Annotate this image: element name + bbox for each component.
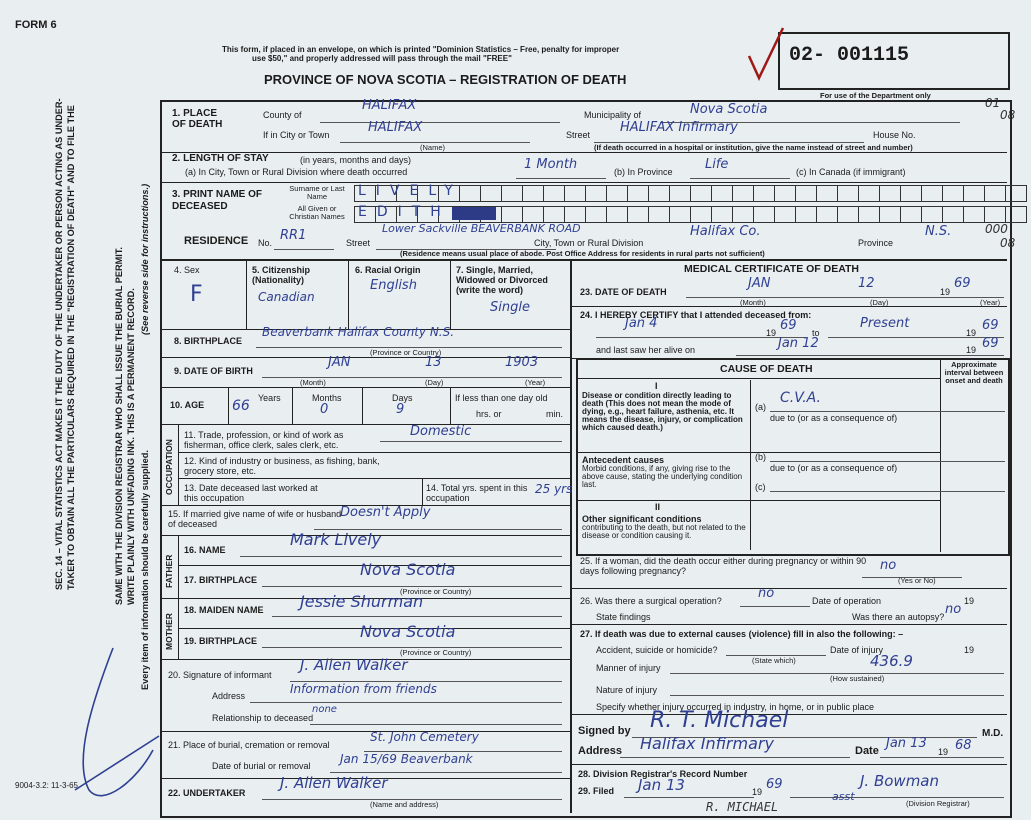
residence-city-label: City, Town or Rural Division: [534, 238, 644, 248]
dob-month: JAN: [328, 355, 351, 370]
surgery-value: no: [758, 586, 775, 601]
deceased-name-label: 3. PRINT NAME OF DECEASED: [172, 189, 263, 212]
street-label: Street: [566, 130, 591, 140]
city-name-caption: (Name): [420, 143, 446, 152]
age-label: 10. AGE: [170, 400, 205, 410]
medical-certificate-title: MEDICAL CERTIFICATE OF DEATH: [684, 263, 859, 275]
relationship-label: Relationship to deceased: [212, 713, 314, 723]
part-ii-label: II: [655, 502, 661, 512]
birthplace-value: Beaverbank Halifax County N.S.: [262, 325, 455, 339]
informant-signature-label: 20. Signature of informant: [168, 670, 272, 680]
stay-a-value: 1 Month: [524, 157, 578, 172]
mother-birthplace-label: 19. BIRTHPLACE: [184, 636, 258, 646]
injury-date-label: Date of injury: [830, 645, 884, 655]
stay-b-value: Life: [705, 157, 729, 172]
attend-to-year: 69: [982, 318, 999, 333]
last-worked-label: 13. Date deceased last worked at this occupation: [184, 483, 318, 503]
dod-day-caption: (Day): [870, 298, 889, 307]
last-saw-prefix: 19: [966, 345, 977, 355]
dept-code-a: 01: [985, 96, 1001, 110]
form-title: PROVINCE OF NOVA SCOTIA – REGISTRATION OF DEATH: [264, 72, 627, 87]
undertaker-caption: (Name and address): [370, 800, 439, 809]
dob-label: 9. DATE OF BIRTH: [174, 366, 253, 376]
part-i-label: I: [655, 381, 658, 391]
min-label: min.: [546, 409, 564, 419]
to-label: to: [812, 328, 820, 338]
left-notice-5: (See reverse side for instructions.): [140, 183, 150, 335]
attend-from: Jan 4: [625, 316, 658, 331]
injury-code: 436.9: [870, 652, 913, 670]
total-years-value: 25 yrs: [535, 482, 573, 496]
dob-year: 1903: [505, 355, 539, 370]
father-section-label: FATHER: [164, 554, 174, 588]
mother-maiden-label: 18. MAIDEN NAME: [184, 605, 264, 615]
certificate-year: 68: [955, 738, 972, 753]
department-use-note: For use of the Department only: [820, 91, 931, 100]
date-of-death-label: 23. DATE OF DEATH: [580, 287, 667, 297]
last-saw-label: and last saw her alive on: [596, 345, 696, 355]
surname-value: LIVELY: [358, 183, 463, 199]
city-value: HALIFAX: [368, 120, 423, 135]
signed-by-label: Signed by: [578, 725, 631, 737]
hrs-label: hrs. or: [476, 409, 502, 419]
dob-day: 13: [425, 355, 442, 370]
informant-address-value: Information from friends: [290, 682, 437, 696]
dept-code-d: 08: [1000, 236, 1016, 250]
attend-from-year: 69: [780, 318, 797, 333]
footer-code: 9004-3.2: 11-3-65: [15, 781, 79, 790]
other-conditions-label: Other significant conditions: [582, 514, 702, 524]
due-to-label-2: due to (or as a consequence of): [770, 463, 898, 473]
state-which-caption: (State which): [752, 656, 796, 665]
specify-label: Specify whether injury occurred in industry, in home, or in public place: [596, 702, 874, 712]
sex-value: F: [190, 282, 203, 307]
stamp-text: R. MICHAEL: [706, 800, 779, 814]
pregnancy-label: 25. If a woman, did the death occur either during pregnancy or within 90 days following pregnancy?: [580, 556, 867, 576]
stay-b-label: (b) In Province: [614, 167, 673, 177]
last-saw-year: 69: [982, 336, 999, 351]
registrar-caption: (Division Registrar): [906, 799, 970, 808]
certificate-year-prefix: 19: [938, 747, 949, 757]
stay-c-label: (c) In Canada (if immigrant): [796, 167, 906, 177]
attend-from-prefix: 19: [766, 328, 777, 338]
father-birthplace-caption: (Province or Country): [400, 587, 472, 596]
left-notice-4: WRITE PLAINLY WITH UNFADING INK. THIS IS A PERMANENT RECORD.: [126, 288, 136, 605]
line-a-label: (a): [755, 402, 766, 412]
trade-label: 11. Trade, profession, or kind of work as fisherman, office clerk, sales clerk, etc.: [184, 430, 344, 450]
age-months: 0: [320, 402, 329, 417]
father-name-label: 16. NAME: [184, 545, 226, 555]
registration-number: 02- 001115: [789, 44, 910, 67]
years-label: Years: [258, 393, 281, 403]
envelope-note-1: This form, if placed in an envelope, on which is printed "Dominion Statistics – Free, penalty for improper: [222, 45, 620, 54]
municipality-label: Municipality of: [584, 110, 642, 120]
redaction-mark: [452, 207, 496, 220]
attend-to: Present: [860, 316, 910, 331]
yes-no-caption: (Yes or No): [898, 576, 936, 585]
dob-month-caption: (Month): [300, 378, 326, 387]
due-to-label-1: due to (or as a consequence of): [770, 413, 898, 423]
city-label: If in City or Town: [263, 130, 330, 140]
filed-date-value: Jan 13: [638, 776, 685, 794]
father-birthplace-label: 17. BIRTHPLACE: [184, 575, 258, 585]
given-names-label: All Given or Christian Names: [289, 204, 345, 221]
cause-of-death-title: CAUSE OF DEATH: [720, 363, 813, 375]
dod-day: 12: [858, 276, 875, 291]
days-label: Days: [392, 393, 413, 403]
physician-signature: R. T. Michael: [650, 708, 789, 733]
burial-date-label: Date of burial or removal: [212, 761, 311, 771]
autopsy-label: Was there an autopsy?: [852, 612, 945, 622]
residence-province-value: N.S.: [925, 224, 952, 239]
residence-no-label: No.: [258, 238, 273, 248]
operation-year-prefix: 19: [964, 596, 975, 606]
dob-day-caption: (Day): [425, 378, 444, 387]
age-years: 66: [232, 398, 250, 414]
filed-year: 69: [766, 777, 783, 792]
undertaker-value: J. Allen Walker: [280, 774, 388, 792]
md-label: M.D.: [982, 728, 1004, 739]
envelope-note-2: use $50," and properly addressed will pass through the mail "FREE": [252, 54, 512, 63]
certificate-date-value: Jan 13: [886, 736, 927, 751]
physician-address-value: Halifax Infirmary: [640, 734, 774, 753]
form-number: FORM 6: [15, 19, 57, 31]
mother-maiden-value: Jessie Shurman: [300, 592, 424, 611]
dod-month: JAN: [748, 276, 771, 291]
citizenship-value: Canadian: [258, 290, 315, 304]
autopsy-value: no: [945, 602, 962, 617]
residence-street-label: Street: [346, 238, 371, 248]
racial-origin-value: English: [370, 278, 417, 293]
place-of-death-label: 1. PLACE OF DEATH: [172, 108, 223, 130]
registrar-signature: J. Bowman: [860, 772, 940, 790]
residence-province-label: Province: [858, 238, 894, 248]
external-causes-label: 27. If death was due to external causes (violence) fill in also the following: –: [580, 629, 904, 639]
surgery-label: 26. Was there a surgical operation?: [580, 596, 722, 606]
asst-note: asst: [832, 790, 855, 803]
length-of-stay-sub: (in years, months and days): [300, 155, 412, 165]
check-mark-icon: [745, 26, 785, 86]
burial-place-label: 21. Place of burial, cremation or removal: [168, 740, 330, 750]
certificate-date-label: Date: [855, 745, 879, 757]
given-names-value: EDITH: [358, 204, 451, 220]
interval-label: Approximate interval between onset and death: [944, 360, 1004, 385]
marital-status-value: Single: [490, 300, 530, 315]
dod-year: 69: [954, 276, 971, 291]
age-days: 9: [396, 402, 405, 417]
left-notice-3: SAME WITH THE DIVISION REGISTRAR WHO SHALL ISSUE THE BURIAL PERMIT.: [114, 247, 124, 605]
father-birthplace-value: Nova Scotia: [360, 560, 456, 579]
stay-a-label: (a) In City, Town or Rural Division where death occurred: [185, 167, 408, 177]
pregnancy-value: no: [880, 558, 897, 573]
nature-label: Nature of injury: [596, 685, 658, 695]
father-name-value: Mark Lively: [290, 530, 382, 549]
residence-city-value: Halifax Co.: [690, 224, 761, 239]
certify-label: 24. I HEREBY CERTIFY that I attended deceased from:: [580, 310, 812, 320]
relationship-value: none: [312, 704, 337, 715]
mother-birthplace-caption: (Province or Country): [400, 648, 472, 657]
industry-label: 12. Kind of industry or business, as fishing, bank, grocery store, etc.: [184, 456, 380, 476]
birthplace-caption: (Province or Country): [370, 348, 442, 357]
length-of-stay-label: 2. LENGTH OF STAY: [172, 153, 269, 164]
marital-status-label: 7. Single, Married, Widowed or Divorced (write the word): [456, 265, 548, 295]
disease-label: Disease or condition directly leading to death (This does not mean the mode of dying, e.g., heart failure, asthenia, etc. It means the disease, injury, or complication which caused death.): [582, 391, 743, 432]
injury-year-prefix: 19: [964, 645, 975, 655]
accident-label: Accident, suicide or homicide?: [596, 645, 718, 655]
residence-no-value: RR1: [280, 228, 307, 243]
manner-label: Manner of injury: [596, 663, 661, 673]
attend-to-prefix: 19: [966, 328, 977, 338]
record-number-label: 28. Division Registrar's Record Number: [578, 769, 748, 779]
spouse-value: Doesn't Apply: [340, 505, 431, 520]
physician-address-label: Address: [578, 745, 623, 757]
dod-year-caption: (Year): [980, 298, 1001, 307]
operation-date-label: Date of operation: [812, 596, 882, 606]
informant-signature-value: J. Allen Walker: [300, 656, 408, 674]
left-notice-1: SEC. 14 – VITAL STATISTICS ACT MAKES IT THE DUTY OF THE UNDERTAKER OR PERSON ACTING AS UNDER-: [54, 98, 64, 590]
trade-value: Domestic: [410, 424, 472, 439]
mother-birthplace-value: Nova Scotia: [360, 622, 456, 641]
county-value: HALIFAX: [362, 98, 417, 113]
last-saw-value: Jan 12: [778, 336, 819, 351]
dob-year-caption: (Year): [525, 378, 546, 387]
occupation-section-label: OCCUPATION: [164, 439, 174, 495]
other-conditions-desc: contributing to the death, but not related to the disease or condition causing it.: [582, 523, 746, 540]
hospital-note: (If death occurred in a hospital or institution, give the name instead of street and number): [594, 143, 913, 152]
undertaker-label: 22. UNDERTAKER: [168, 788, 246, 798]
racial-origin-label: 6. Racial Origin: [355, 265, 421, 275]
street-value: HALIFAX Infirmary: [620, 120, 738, 135]
dod-year-prefix: 19: [940, 287, 951, 297]
filed-year-prefix: 19: [752, 787, 763, 797]
informant-address-label: Address: [212, 691, 246, 701]
filed-label: 29. Filed: [578, 786, 615, 796]
state-findings-label: State findings: [596, 612, 651, 622]
mother-section-label: MOTHER: [164, 613, 174, 650]
left-notice-6: Every item of information should be carefully supplied.: [140, 450, 150, 690]
left-notice-2: TAKER TO OBTAIN ALL THE PARTICULARS REQUIRED IN THE "REGISTRATION OF DEATH" AND TO FILE THE: [66, 105, 76, 590]
county-label: County of: [263, 110, 302, 120]
house-label: House No.: [873, 130, 916, 140]
antecedent-label: Antecedent causes: [582, 455, 665, 465]
dod-month-caption: (Month): [740, 298, 766, 307]
line-c-label: (c): [755, 482, 766, 492]
residence-label: RESIDENCE: [184, 235, 249, 247]
months-label: Months: [312, 393, 342, 403]
residence-note: (Residence means usual place of abode. Post Office Address for residents in rural parts not sufficient): [400, 249, 765, 258]
surname-label: Surname or Last Name: [289, 184, 345, 201]
municipality-value: Nova Scotia: [690, 102, 768, 117]
spouse-label: 15. If married give name of wife or husband of deceased: [168, 509, 342, 529]
sex-label: 4. Sex: [174, 265, 200, 275]
antecedent-desc: Morbid conditions, if any, giving rise to the above cause, stating the underlying condition last.: [582, 464, 743, 489]
dept-code-c: 000: [985, 222, 1008, 236]
how-sustained-caption: (How sustained): [830, 674, 885, 683]
birthplace-label: 8. BIRTHPLACE: [174, 336, 243, 346]
cause-a-value: C.V.A.: [780, 390, 821, 406]
burial-place-value: St. John Cemetery: [370, 730, 479, 744]
line-b-label: (b): [755, 452, 766, 462]
under-one-day-label: If less than one day old: [455, 393, 548, 403]
citizenship-label: 5. Citizenship (Nationality): [252, 265, 311, 285]
total-years-label: 14. Total yrs. spent in this occupation: [426, 483, 528, 503]
dept-code-b: 08: [1000, 108, 1016, 122]
residence-street-value: Lower Sackville BEAVERBANK ROAD: [382, 222, 581, 235]
burial-date-value: Jan 15/69 Beaverbank: [340, 752, 473, 766]
